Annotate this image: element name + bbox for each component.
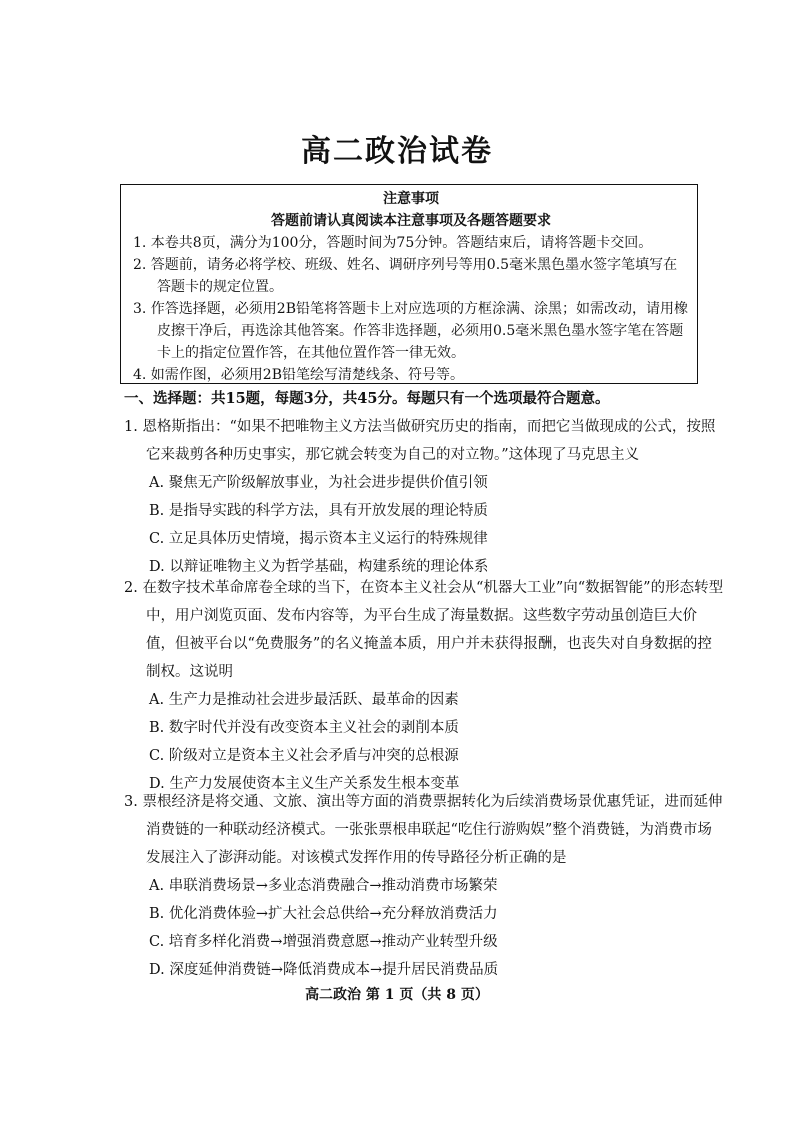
option-c: C. 培育多样化消费→增强消费意愿→推动产业转型升级 [149,934,498,950]
notice-subheading: 答题前请认真阅读本注意事项及各题答题要求 [271,213,551,229]
option-d: D. 以辩证唯物主义为哲学基础，构建系统的理论体系 [149,559,489,575]
question-stem: 1. 恩格斯指出：“如果不把唯物主义方法当做研究历史的指南，而把它当做现成的公式，按照它来裁剪各种历史事实，那它就会转变为自己的对立物。”这体现了马克思主义 [124,419,716,463]
option-b: B. 数字时代并没有改变资本主义社会的剥削本质 [149,720,459,736]
option-d: D. 生产力发展使资本主义生产关系发生根本变革 [149,776,460,792]
option-c: C. 立足具体历史情境，揭示资本主义运行的特殊规律 [149,531,488,547]
option-c: C. 阶级对立是资本主义社会矛盾与冲突的总根源 [149,748,459,764]
exam-title: 高二政治试卷 [301,134,493,169]
notice-item: 4. 如需作图，必须用2B铅笔绘写清楚线条、符号等。 [133,367,465,383]
notice-box [120,184,698,384]
option-b: B. 是指导实践的科学方法，具有开放发展的理论特质 [149,503,488,519]
option-a: A. 聚焦无产阶级解放事业，为社会进步提供价值引领 [149,475,488,491]
option-d: D. 深度延伸消费链→降低消费成本→提升居民消费品质 [149,962,499,978]
notice-item: 3. 作答选择题，必须用2B铅笔将答题卡上对应选项的方框涂满、涂黑；如需改动，请用橡皮擦干净后，再选涂其他答案。作答非选择题，必须用0.5毫米黑色墨水签字笔在答题卡上的指定位置作答，在其他位置作答一律无效。 [133,301,689,361]
page-footer: 高二政治 第 1 页（共 8 页） [305,987,489,1003]
question-2 [124,574,724,798]
question-1 [124,413,724,581]
section-heading: 一、选择题：共15题，每题3分，共45分。每题只有一个选项最符合题意。 [124,390,610,407]
notice-heading: 注意事项 [383,191,439,207]
notice-item: 1. 本卷共8页，满分为100分，答题时间为75分钟。答题结束后，请将答题卡交回。 [133,235,653,251]
notice-item: 2. 答题前，请务必将学校、班级、姓名、调研序列号等用0.5毫米黑色墨水签字笔填写在答题卡的规定位置。 [133,257,678,295]
question-3 [124,788,724,984]
option-a: A. 串联消费场景→多业态消费融合→推动消费市场繁荣 [149,878,498,894]
option-a: A. 生产力是推动社会进步最活跃、最革命的因素 [149,692,459,708]
option-b: B. 优化消费体验→扩大社会总供给→充分释放消费活力 [149,906,498,922]
question-stem: 2. 在数字技术革命席卷全球的当下，在资本主义社会从“机器大工业”向“数据智能”的形态转型中，用户浏览页面、发布内容等，为平台生成了海量数据。这些数字劳动虽创造巨大价值，但被平台以“免费服务”的名义掩盖本质，用户并未获得报酬，也丧失对自身数据的控制权。这说明 [124,580,724,680]
question-stem: 3. 票根经济是将交通、文旅、演出等方面的消费票据转化为后续消费场景优惠凭证，进而延伸消费链的一种联动经济模式。一张张票根串联起“吃住行游购娱”整个消费链，为消费市场发展注入了澎湃动能。对该模式发挥作用的传导路径分析正确的是 [124,794,723,866]
